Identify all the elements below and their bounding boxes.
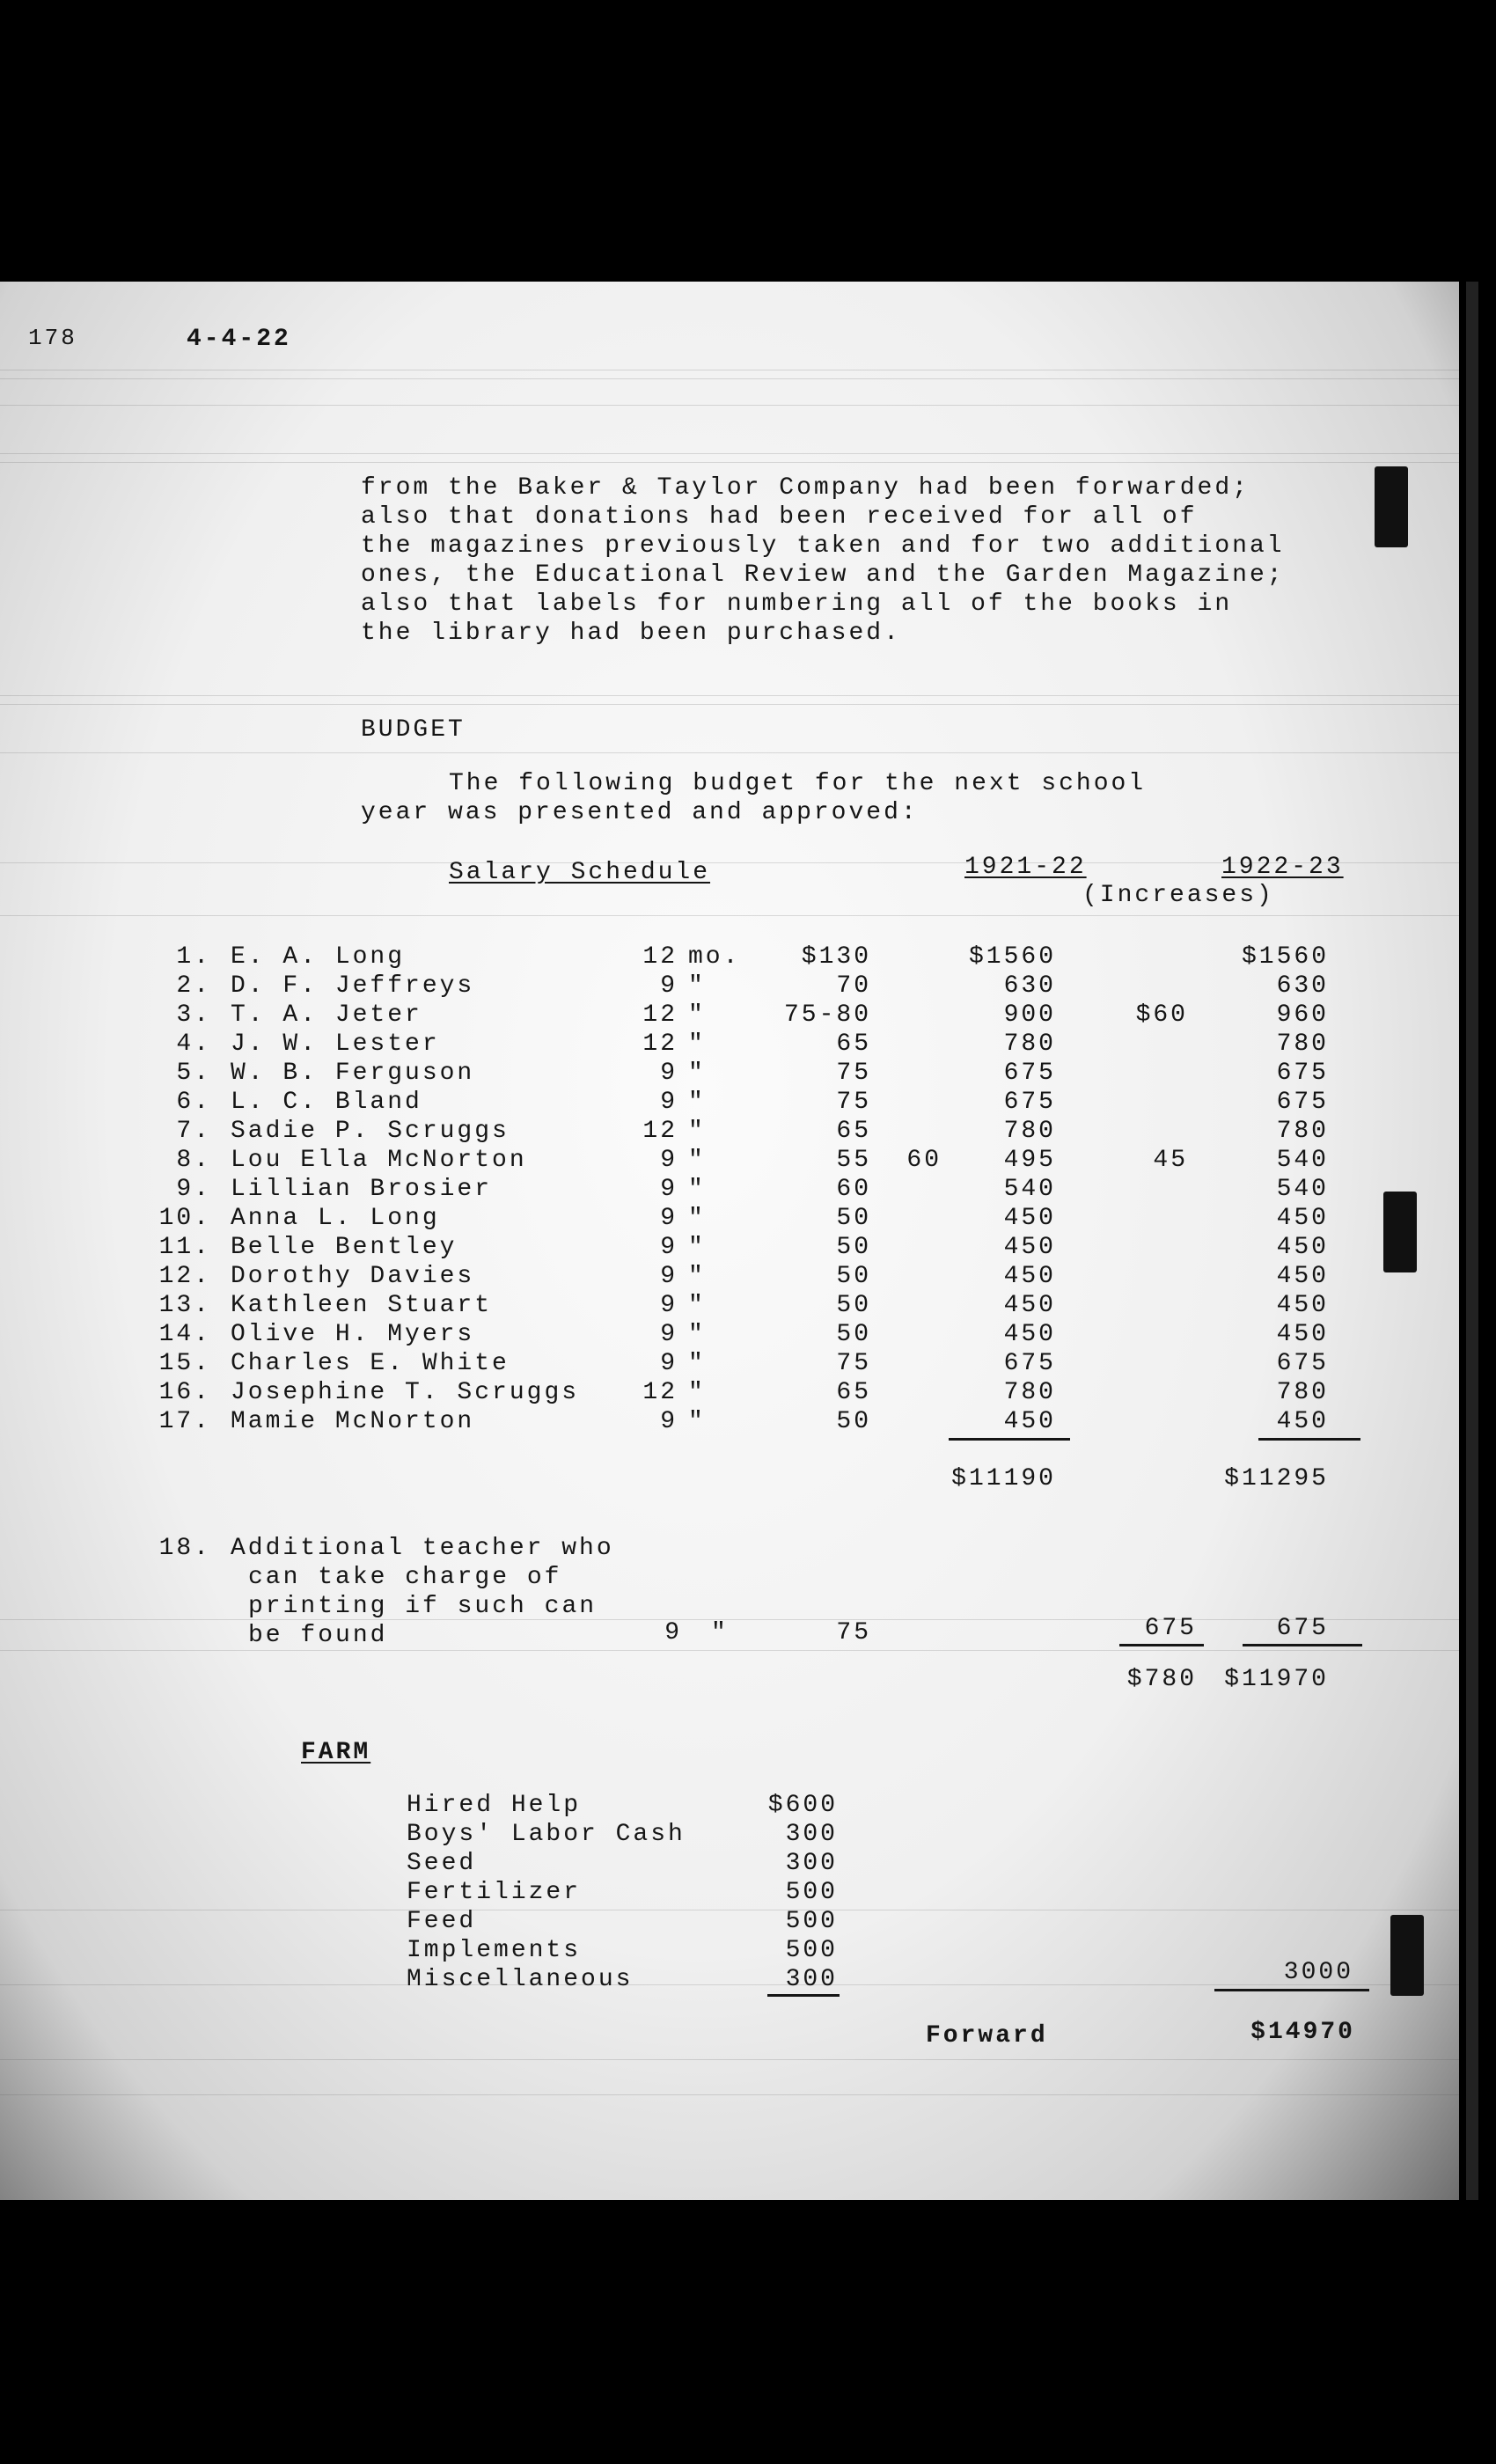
- ruled-line: [0, 704, 1459, 705]
- ruled-line: [0, 2059, 1459, 2060]
- ledger-page: [0, 282, 1459, 2200]
- sum-line-1921: [949, 1438, 1070, 1441]
- salary-row-5-y1921: 675: [1003, 1060, 1056, 1087]
- salary-row-1-term: 12: [642, 943, 678, 971]
- salary-row-16-num: 16.: [158, 1379, 211, 1406]
- salary-row-6-term: 9: [660, 1089, 678, 1116]
- page-edge-shadow: [1466, 282, 1478, 2200]
- salary-row-6-name: L. C. Bland: [231, 1089, 422, 1116]
- farm-item-1-amount: $600: [767, 1792, 838, 1819]
- farm-item-6-label: Implements: [407, 1937, 582, 1964]
- column-1922-23: 1922-23: [1221, 854, 1344, 881]
- salary-row-12-term: 9: [660, 1263, 678, 1290]
- farm-item-7-label: Miscellaneous: [407, 1966, 634, 1993]
- salary-row-14-y1921: 450: [1003, 1321, 1056, 1348]
- salary-row-8-rate2: 60: [906, 1147, 942, 1174]
- salary-row-2-name: D. F. Jeffreys: [231, 972, 475, 1000]
- salary-row-8-rate: 55: [836, 1147, 871, 1174]
- ruled-line: [0, 462, 1459, 463]
- salary-row-15-num: 15.: [158, 1350, 211, 1377]
- salary-row-9-num: 9.: [176, 1176, 211, 1203]
- salary-row-1-unit: mo.: [688, 943, 741, 971]
- forward-label: Forward: [926, 2022, 1048, 2050]
- additional-line-3: printing if such can: [248, 1593, 598, 1620]
- salary-row-9-y1922: 540: [1276, 1176, 1329, 1203]
- salary-row-10-y1922: 450: [1276, 1205, 1329, 1232]
- additional-number: 18.: [158, 1535, 211, 1562]
- ruled-line: [0, 695, 1459, 696]
- salary-row-17-num: 17.: [158, 1408, 211, 1435]
- salary-row-13-y1921: 450: [1003, 1292, 1056, 1319]
- index-tab-bottom: [1390, 1915, 1424, 1996]
- salary-row-15-term: 9: [660, 1350, 678, 1377]
- salary-row-1-y1922: $1560: [1241, 943, 1329, 971]
- salary-row-15-name: Charles E. White: [231, 1350, 510, 1377]
- salary-row-13-num: 13.: [158, 1292, 211, 1319]
- ruled-line: [0, 453, 1459, 454]
- salary-row-9-y1921: 540: [1003, 1176, 1056, 1203]
- index-tab-middle: [1383, 1192, 1417, 1272]
- farm-total: 3000: [1283, 1959, 1353, 1986]
- salary-row-7-rate: 65: [836, 1118, 871, 1145]
- additional-line-1: Additional teacher who: [231, 1535, 614, 1562]
- page-number: 178: [28, 325, 77, 351]
- intro-paragraph: from the Baker & Taylor Company had been forwarded; also that donations had been received for all of the magazines previously taken and for two additional ones, the Educational Review and the Garden Magazine; also that labels for numbering all of the books in the library had been purchased.: [361, 474, 1285, 647]
- salary-row-11-y1922: 450: [1276, 1234, 1329, 1261]
- total-increases: $780: [1126, 1666, 1197, 1693]
- salary-row-10-num: 10.: [158, 1205, 211, 1232]
- salary-row-4-unit: ": [688, 1030, 706, 1058]
- salary-row-17-unit: ": [688, 1408, 706, 1435]
- salary-row-2-num: 2.: [176, 972, 211, 1000]
- salary-row-8-y1922: 540: [1276, 1147, 1329, 1174]
- salary-row-14-term: 9: [660, 1321, 678, 1348]
- salary-row-8-y1921: 495: [1003, 1147, 1056, 1174]
- additional-line-2: can take charge of: [248, 1564, 562, 1591]
- salary-row-7-num: 7.: [176, 1118, 211, 1145]
- salary-row-8-term: 9: [660, 1147, 678, 1174]
- salary-row-16-name: Josephine T. Scruggs: [231, 1379, 580, 1406]
- subtotal-1922: $11295: [1224, 1465, 1329, 1492]
- salary-row-3-inc: $60: [1135, 1001, 1188, 1029]
- salary-row-3-y1921: 900: [1003, 1001, 1056, 1029]
- salary-row-6-rate: 75: [836, 1089, 871, 1116]
- farm-item-2-label: Boys' Labor Cash: [407, 1821, 686, 1848]
- ruled-line: [0, 2094, 1459, 2095]
- salary-row-10-term: 9: [660, 1205, 678, 1232]
- salary-row-8-num: 8.: [176, 1147, 211, 1174]
- salary-row-10-name: Anna L. Long: [231, 1205, 440, 1232]
- salary-row-7-y1921: 780: [1003, 1118, 1056, 1145]
- salary-row-4-y1922: 780: [1276, 1030, 1329, 1058]
- salary-row-11-y1921: 450: [1003, 1234, 1056, 1261]
- column-increases: (Increases): [1082, 882, 1274, 909]
- forward-total: $14970: [1250, 2019, 1355, 2046]
- farm-item-4-label: Fertilizer: [407, 1879, 582, 1906]
- farm-item-3-label: Seed: [407, 1850, 477, 1877]
- additional-rate: 75: [836, 1619, 871, 1646]
- farm-item-3-amount: 300: [785, 1850, 838, 1877]
- salary-row-11-unit: ": [688, 1234, 706, 1261]
- salary-row-4-term: 12: [642, 1030, 678, 1058]
- salary-row-5-rate: 75: [836, 1060, 871, 1087]
- salary-row-6-num: 6.: [176, 1089, 211, 1116]
- salary-row-14-unit: ": [688, 1321, 706, 1348]
- farm-item-6-amount: 500: [785, 1937, 838, 1964]
- budget-intro: The following budget for the next school year was presented and approved:: [361, 770, 1147, 826]
- farm-item-7-amount: 300: [785, 1966, 838, 1993]
- salary-row-13-name: Kathleen Stuart: [231, 1292, 493, 1319]
- salary-row-17-name: Mamie McNorton: [231, 1408, 475, 1435]
- farm-sum-line: [767, 1994, 840, 1997]
- salary-row-10-y1921: 450: [1003, 1205, 1056, 1232]
- salary-row-1-y1921: $1560: [968, 943, 1056, 971]
- salary-row-9-unit: ": [688, 1176, 706, 1203]
- farm-item-4-amount: 500: [785, 1879, 838, 1906]
- salary-row-7-y1922: 780: [1276, 1118, 1329, 1145]
- salary-row-3-num: 3.: [176, 1001, 211, 1029]
- salary-row-11-num: 11.: [158, 1234, 211, 1261]
- salary-row-9-term: 9: [660, 1176, 678, 1203]
- salary-row-4-rate: 65: [836, 1030, 871, 1058]
- page-date: 4-4-22: [187, 326, 291, 353]
- ruled-line: [0, 405, 1459, 406]
- salary-row-12-num: 12.: [158, 1263, 211, 1290]
- salary-row-1-name: E. A. Long: [231, 943, 406, 971]
- salary-row-15-y1921: 675: [1003, 1350, 1056, 1377]
- salary-row-2-y1921: 630: [1003, 972, 1056, 1000]
- salary-row-9-name: Lillian Brosier: [231, 1176, 493, 1203]
- column-1921-22: 1921-22: [964, 854, 1087, 881]
- ruled-line: [0, 378, 1459, 379]
- budget-heading: BUDGET: [361, 716, 466, 744]
- salary-row-5-term: 9: [660, 1060, 678, 1087]
- salary-row-14-y1922: 450: [1276, 1321, 1329, 1348]
- sum-line-increases: [1119, 1644, 1204, 1646]
- salary-row-12-rate: 50: [836, 1263, 871, 1290]
- salary-row-6-unit: ": [688, 1089, 706, 1116]
- additional-increase: 675: [1144, 1615, 1197, 1642]
- additional-line-4: be found: [248, 1622, 388, 1649]
- ruled-line: [0, 915, 1459, 916]
- salary-row-14-rate: 50: [836, 1321, 871, 1348]
- salary-row-14-name: Olive H. Myers: [231, 1321, 475, 1348]
- farm-item-5-amount: 500: [785, 1908, 838, 1935]
- salary-row-15-y1922: 675: [1276, 1350, 1329, 1377]
- salary-row-2-unit: ": [688, 972, 706, 1000]
- salary-schedule-label: Salary Schedule: [449, 859, 711, 886]
- salary-row-12-name: Dorothy Davies: [231, 1263, 475, 1290]
- salary-row-13-unit: ": [688, 1292, 706, 1319]
- salary-row-3-name: T. A. Jeter: [231, 1001, 422, 1029]
- salary-row-2-y1922: 630: [1276, 972, 1329, 1000]
- salary-row-8-inc: 45: [1153, 1147, 1188, 1174]
- total-1922-23: $11970: [1224, 1666, 1329, 1693]
- salary-row-1-num: 1.: [176, 943, 211, 971]
- salary-row-13-rate: 50: [836, 1292, 871, 1319]
- salary-row-5-num: 5.: [176, 1060, 211, 1087]
- salary-row-4-y1921: 780: [1003, 1030, 1056, 1058]
- salary-row-17-rate: 50: [836, 1408, 871, 1435]
- salary-row-8-name: Lou Ella McNorton: [231, 1147, 527, 1174]
- salary-row-9-rate: 60: [836, 1176, 871, 1203]
- salary-row-16-rate: 65: [836, 1379, 871, 1406]
- salary-row-17-term: 9: [660, 1408, 678, 1435]
- farm-heading: FARM: [301, 1739, 371, 1766]
- additional-unit: ": [711, 1619, 729, 1646]
- salary-row-4-name: J. W. Lester: [231, 1030, 440, 1058]
- salary-row-6-y1922: 675: [1276, 1089, 1329, 1116]
- additional-1922-23: 675: [1276, 1615, 1329, 1642]
- ruled-line: [0, 1650, 1459, 1651]
- salary-row-12-y1922: 450: [1276, 1263, 1329, 1290]
- salary-row-2-term: 9: [660, 972, 678, 1000]
- salary-row-8-unit: ": [688, 1147, 706, 1174]
- salary-row-16-y1921: 780: [1003, 1379, 1056, 1406]
- salary-row-7-name: Sadie P. Scruggs: [231, 1118, 510, 1145]
- subtotal-1921: $11190: [951, 1465, 1056, 1492]
- salary-row-10-rate: 50: [836, 1205, 871, 1232]
- salary-row-6-y1921: 675: [1003, 1089, 1056, 1116]
- salary-row-13-term: 9: [660, 1292, 678, 1319]
- salary-row-14-num: 14.: [158, 1321, 211, 1348]
- farm-item-5-label: Feed: [407, 1908, 477, 1935]
- salary-row-10-unit: ": [688, 1205, 706, 1232]
- salary-row-5-unit: ": [688, 1060, 706, 1087]
- salary-row-15-unit: ": [688, 1350, 706, 1377]
- salary-row-3-term: 12: [642, 1001, 678, 1029]
- salary-row-5-name: W. B. Ferguson: [231, 1060, 475, 1087]
- salary-row-15-rate: 75: [836, 1350, 871, 1377]
- sum-line-1922: [1258, 1438, 1360, 1441]
- salary-row-13-y1922: 450: [1276, 1292, 1329, 1319]
- salary-row-7-unit: ": [688, 1118, 706, 1145]
- index-tab-top: [1375, 466, 1408, 547]
- farm-item-2-amount: 300: [785, 1821, 838, 1848]
- additional-term: 9: [664, 1619, 682, 1646]
- salary-row-2-rate: 70: [836, 972, 871, 1000]
- salary-row-17-y1922: 450: [1276, 1408, 1329, 1435]
- salary-row-11-rate: 50: [836, 1234, 871, 1261]
- salary-row-16-unit: ": [688, 1379, 706, 1406]
- salary-row-3-rate: 75-80: [783, 1001, 871, 1029]
- salary-row-5-y1922: 675: [1276, 1060, 1329, 1087]
- farm-total-line: [1214, 1989, 1369, 1991]
- salary-row-3-unit: ": [688, 1001, 706, 1029]
- sum-line-total: [1243, 1644, 1362, 1646]
- salary-row-3-y1922: 960: [1276, 1001, 1329, 1029]
- salary-row-1-rate: $130: [801, 943, 871, 971]
- salary-row-12-y1921: 450: [1003, 1263, 1056, 1290]
- salary-row-11-term: 9: [660, 1234, 678, 1261]
- salary-row-16-y1922: 780: [1276, 1379, 1329, 1406]
- salary-row-11-name: Belle Bentley: [231, 1234, 458, 1261]
- salary-row-7-term: 12: [642, 1118, 678, 1145]
- ruled-line: [0, 752, 1459, 753]
- salary-row-4-num: 4.: [176, 1030, 211, 1058]
- salary-row-16-term: 12: [642, 1379, 678, 1406]
- salary-row-12-unit: ": [688, 1263, 706, 1290]
- salary-row-17-y1921: 450: [1003, 1408, 1056, 1435]
- farm-item-1-label: Hired Help: [407, 1792, 582, 1819]
